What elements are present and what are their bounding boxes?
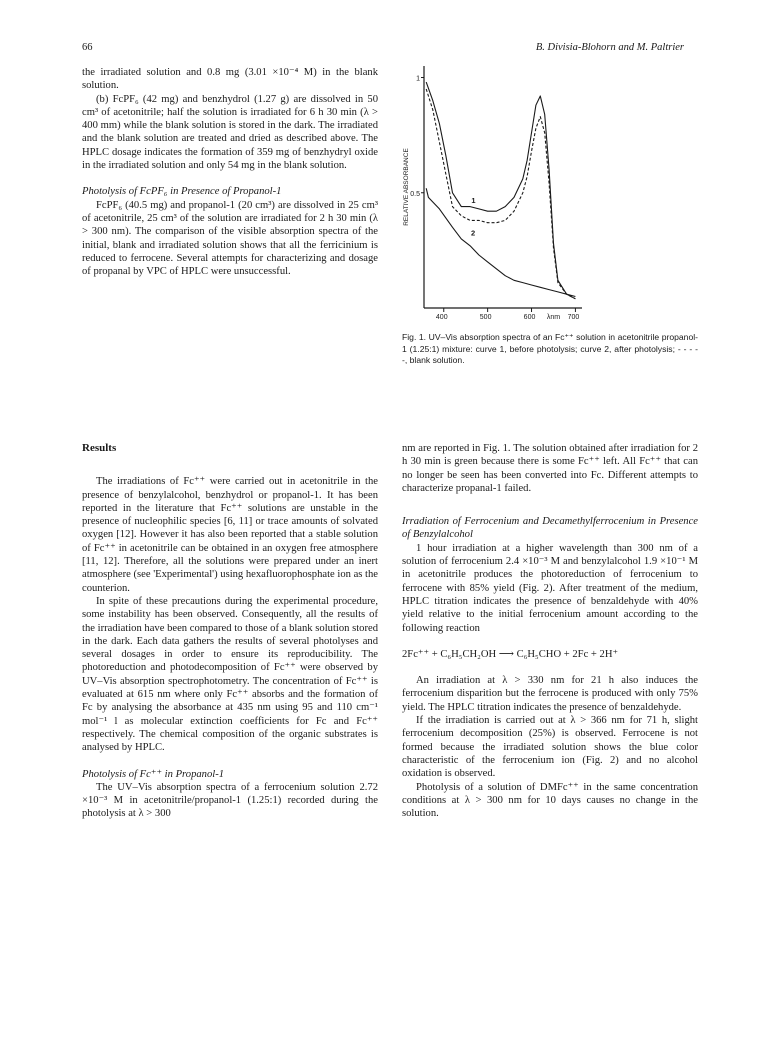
paragraph: If the irradiation is carried out at λ > 366 nm for 71 h, slight ferrocenium decomposition (25%) is observed. Ferrocene is not formed because the irradiated solution shows the blue color characteristic of the ferrocenium ion (Fig. 2) and no alcohol oxidation is observed. <box>402 715 698 780</box>
paragraph: 1 hour irradiation at a higher wavelength than 300 nm of a solution of ferrocenium 2.4 ×10⁻³ M and benzylalcohol 1.9 ×10⁻¹ M in acetonitrile produces the photoreduction of ferrocenium to ferrocene with 85% yield (Fig. 2). After treatment of the medium, HPLC titration indicates the presence of benzaldehyde with 40% yield relative to the initial ferrocenium amount according to the following reaction <box>402 542 698 634</box>
absorbance-chart <box>398 58 698 328</box>
paragraph: Photolysis of a solution of DMFc⁺⁺ in the same concentration conditions at λ > 300 nm for 10 days causes no change in the solution. <box>402 781 698 820</box>
figure-1 <box>398 58 698 328</box>
left-column-top <box>82 66 378 278</box>
x-tick-label: 500 <box>479 314 492 321</box>
paragraph: (b) FcPF₆ (42 mg) and benzhydrol (1.27 g) are dissolved in 50 cm³ of acetonitrile; half the solution is irradiated for 6 h 30 min (λ > 400 mm) while the blank solution is stored in the dark. The irradiated and the blank solution are treated and dried as described above. The HPLC dosage indicates the formation of 359 mg of benzhydryl oxide in the irradiated solution and only 54 mg in the blank solution. <box>82 93 378 172</box>
results-right-column <box>402 442 698 820</box>
subsection-heading: Photolysis of Fc⁺⁺ in Propanol-1 <box>82 768 225 780</box>
paragraph: An irradiation at λ > 330 nm for 21 h also induces the ferrocenium disparition but the ferrocene is produced with only 75% yield. The HPLC titration indicates the presence of benzaldehyde. <box>402 675 698 713</box>
page-number: 66 <box>82 42 93 53</box>
paragraph: The UV–Vis absorption spectra of a ferrocenium solution 2.72 ×10⁻³ M in acetonitrile/propanol-1 (1.25:1) recorded during the photolysis at λ > 300 <box>82 781 378 820</box>
paragraph: the irradiated solution and 0.8 mg (3.01 ×10⁻⁴ M) in the blank solution. <box>82 67 378 92</box>
paragraph: nm are reported in Fig. 1. The solution obtained after irradiation for 2 h 30 min is green because there is some Fc⁺⁺ left. All Fc⁺⁺ that can no longer be seen has been converted into Fc. Different attempts to characterize propanal-1 failed. <box>402 443 698 494</box>
y-tick-label: 0.5 <box>410 190 420 198</box>
section-heading-results: Results <box>82 442 117 454</box>
x-tick-label: 600 <box>523 314 536 321</box>
curve-label-2: 2 <box>470 228 476 238</box>
subsection-heading: Photolysis of FcPF₆ in Presence of Propanol-1 <box>82 186 282 198</box>
results-left-column <box>82 442 378 821</box>
figure-caption: Fig. 1. UV–Vis absorption spectra of an Fc⁺⁺ solution in acetonitrile propanol-1 (1.25:1) mixture: curve 1, before photolysis; curve 2, after photolysis; - - - - -, blank solution. <box>402 332 698 365</box>
y-axis-label: RELATIVE ABSORBANCE <box>403 148 410 226</box>
x-tick-label: 400 <box>435 314 448 321</box>
x-axis-label: λnm <box>546 314 561 321</box>
series-line-blank <box>426 89 575 299</box>
y-tick-label: 1 <box>416 75 420 83</box>
running-header-authors: B. Divisia-Blohorn and M. Paltrier <box>535 42 684 53</box>
paragraph: In spite of these precautions during the experimental procedure, some instability has been observed. Consequently, all the results of the irradiation have been compared to those of a blank solution stored in the dark. Each data gathers the results of several photolyses and several dosages in order to ensure its reproducibility. The photoreduction and photodecomposition of Fc⁺⁺ were observed by UV–Vis absorption spectrophotometry. The concentration of Fc⁺⁺ is evaluated at 615 nm where only Fc⁺⁺ absorbs and the formation of Fc by analysing the absorbance at 435 nm using 95 and 110 cm⁻¹ mol⁻¹ l as molecular extinction coefficients for Fc and Fc⁺⁺ respectively. The chemical composition of the organic substrates is analysed by HPLC. <box>82 595 378 754</box>
paragraph: FcPF₆ (40.5 mg) and propanol-1 (20 cm³) are dissolved in 25 cm³ of acetonitrile, 25 cm³ of the solution are irradiated for 2 h 30 min (λ > 300 nm). The comparison of the visible absorption spectra of the initial, blank and irradiated solution shows that all the ferricinium is reduced to ferrocene. Several attempts for characterizing and dosage of propanal by VPC of HPLC were unsuccessful. <box>82 199 378 278</box>
series-line-1 <box>426 82 575 299</box>
paragraph: The irradiations of Fc⁺⁺ were carried out in acetonitrile in the presence of benzylalcohol, benzhydrol or propanol-1. It has been reported in the literature that Fc⁺⁺ solutions are unstable in the presence of nucleophilic species [6, 11] or trace amounts of solvated oxygen [12]. However it has also been reported that a stable solution of Fc⁺⁺ in acetonitrile can be obtained in an oxygen free atmosphere [11, 12]. Therefore, all the solutions were prepared under an inert atmosphere (see 'Experimental') using hexafluorophosphate ion as the counterion. <box>82 476 378 594</box>
curve-label-1: 1 <box>471 196 476 206</box>
reaction-equation: 2Fc⁺⁺ + C₆H₅CH₂OH ⟶ C₆H₅CHO + 2Fc + 2H⁺ <box>402 648 619 660</box>
x-tick-label: 700 <box>567 314 580 321</box>
subsection-heading: Irradiation of Ferrocenium and Decamethylferrocenium in Presence of Benzylalcohol <box>402 516 698 541</box>
